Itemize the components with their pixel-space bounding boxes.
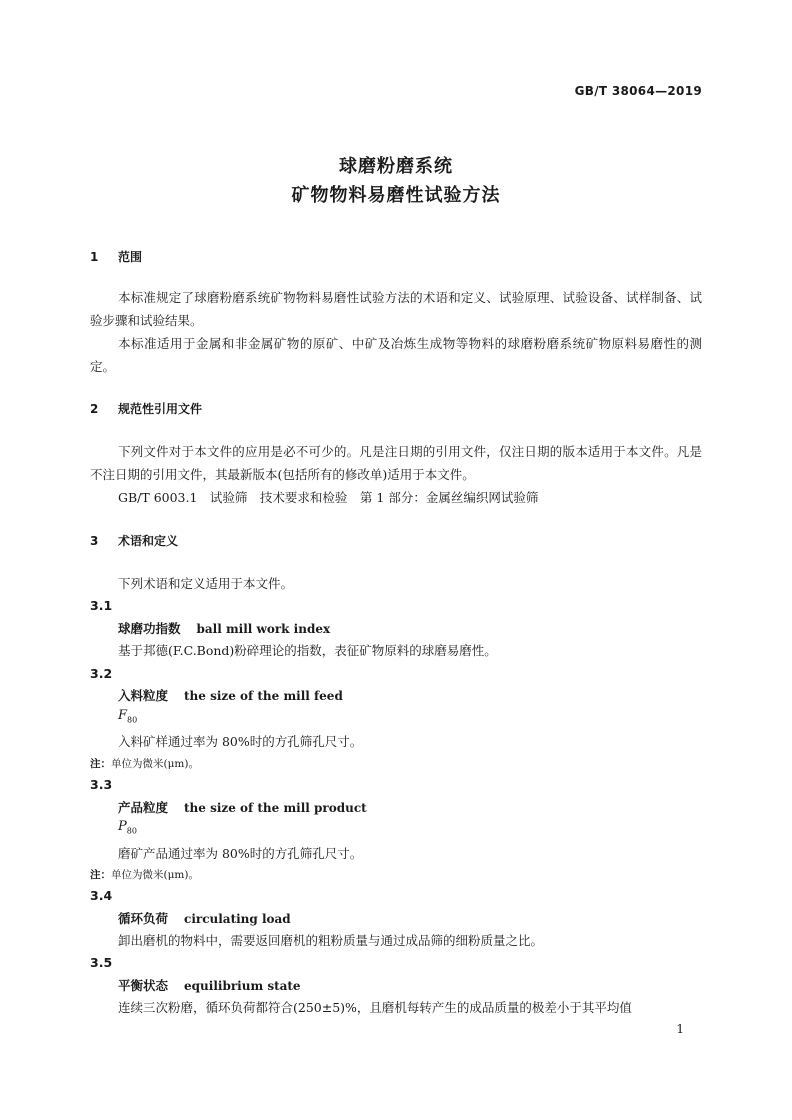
- title-line-1: 球磨粉磨系统: [339, 156, 453, 177]
- normative-reference: GB/T 6003.1 试验筛 技术要求和检验 第 1 部分：金属丝编织网试验筛: [118, 490, 539, 505]
- term-definition: 磨矿产品通过率为 80%时的方孔筛孔尺寸。: [118, 846, 363, 861]
- term-definition: 入料矿样通过率为 80%时的方孔筛孔尺寸。: [118, 734, 363, 749]
- section-number: 1: [90, 250, 99, 264]
- term-chinese: 产品粒度: [118, 800, 169, 815]
- term-definition: 卸出磨机的物料中，需要返回磨机的粗粉质量与通过成品筛的细粉质量之比。: [118, 933, 544, 948]
- term-number: 3.5: [90, 955, 113, 970]
- term-title: [118, 619, 330, 637]
- symbol-subscript: 80: [127, 715, 138, 725]
- section-title: 范围: [118, 250, 143, 264]
- term-english: the size of the mill product: [184, 801, 367, 815]
- term-note: [90, 756, 199, 771]
- symbol-subscript: 80: [126, 826, 137, 836]
- term-number: 3.2: [90, 666, 113, 681]
- section-3-intro: 下列术语和定义适用于本文件。: [118, 576, 294, 591]
- term-english: the size of the mill feed: [184, 689, 343, 703]
- term-number: 3.4: [90, 888, 113, 903]
- term-title: [118, 798, 367, 816]
- section-1-heading: [90, 248, 142, 265]
- term-symbol: [118, 708, 137, 725]
- symbol-letter: P: [118, 819, 127, 834]
- term-english: circulating load: [184, 912, 291, 926]
- standard-number: GB/T 38064—2019: [574, 84, 702, 98]
- term-number: 3.1: [90, 598, 113, 613]
- term-definition: 基于邦德(F.C.Bond)粉碎理论的指数，表征矿物原料的球磨易磨性。: [118, 643, 497, 658]
- term-english: ball mill work index: [196, 622, 331, 636]
- term-number: 3.3: [90, 777, 113, 792]
- term-title: [118, 909, 291, 927]
- term-english: equilibrium state: [184, 979, 301, 993]
- section-1-paragraph-2: 本标准适用于金属和非金属矿物的原矿、中矿及冶炼生成物等物料的球磨粉磨系统矿物原料易磨性的测定。: [90, 336, 702, 374]
- term-title: [118, 686, 343, 704]
- note-text: 单位为微米(μm)。: [111, 758, 199, 770]
- term-chinese: 平衡状态: [118, 978, 169, 993]
- note-text: 单位为微米(μm)。: [111, 869, 199, 881]
- section-2-heading: [90, 400, 202, 417]
- term-symbol: [118, 819, 137, 836]
- page-number: 1: [676, 1022, 684, 1036]
- section-title: 规范性引用文件: [118, 402, 203, 416]
- term-title: [118, 976, 301, 994]
- section-number: 2: [90, 402, 99, 416]
- section-title: 术语和定义: [118, 534, 179, 548]
- note-label: 注：: [90, 869, 111, 881]
- section-number: 3: [90, 534, 99, 548]
- symbol-letter: F: [118, 708, 128, 723]
- term-definition: 连续三次粉磨，循环负荷都符合(250±5)%，且磨机每转产生的成品质量的极差小于其平均值: [118, 1000, 632, 1015]
- term-note: [90, 867, 199, 882]
- section-1-paragraph-1: 本标准规定了球磨粉磨系统矿物物料易磨性试验方法的术语和定义、试验原理、试验设备、试样制备、试验步骤和试验结果。: [90, 290, 702, 328]
- section-2-paragraph-1: 下列文件对于本文件的应用是必不可少的。凡是注日期的引用文件，仅注日期的版本适用于本文件。凡是不注日期的引用文件，其最新版本(包括所有的修改单)适用于本文件。: [90, 444, 702, 482]
- term-chinese: 入料粒度: [118, 688, 169, 703]
- note-label: 注：: [90, 758, 111, 770]
- term-chinese: 球磨功指数: [118, 621, 181, 636]
- section-3-heading: [90, 532, 178, 549]
- term-chinese: 循环负荷: [118, 911, 169, 926]
- title-line-2: 矿物物料易磨性试验方法: [291, 185, 501, 206]
